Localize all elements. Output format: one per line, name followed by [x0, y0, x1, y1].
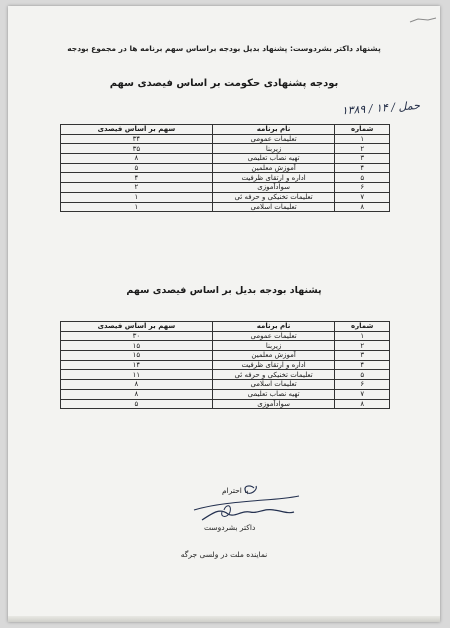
document-subject: پشنهاد داکتر بشردوست: پشنهاد بدیل بودجه براساس سهم برنامه ها در مجموع بودجه	[67, 44, 381, 53]
table-row	[61, 351, 390, 361]
table-header-row	[61, 125, 390, 135]
table-row	[61, 331, 390, 341]
row-program: اداره و ارتقای ظرفیت	[212, 173, 335, 183]
row-share: ۱۵	[61, 351, 213, 361]
row-share: ۵	[61, 163, 213, 173]
row-program: آموزش معلمین	[212, 351, 335, 361]
table-row	[61, 192, 390, 202]
row-number: ۱	[335, 134, 390, 144]
row-share: ۳۵	[61, 144, 213, 154]
column-header-number: شماره	[335, 322, 390, 332]
row-number: ۸	[335, 399, 390, 409]
row-share: ۱۵	[61, 341, 213, 351]
row-share: ۳۴	[61, 134, 213, 144]
table-row	[61, 173, 390, 183]
table-row	[61, 341, 390, 351]
row-share: ۱۴	[61, 360, 213, 370]
signer-title: نماینده ملت در ولسی جرگه	[180, 550, 268, 559]
table-row	[61, 380, 390, 390]
row-number: ۵	[335, 173, 390, 183]
column-header-share: سهم بر اساس فیصدی	[61, 125, 213, 135]
row-share: ۴	[61, 173, 213, 183]
alternative-budget-table	[60, 321, 390, 409]
table-row	[61, 389, 390, 399]
row-program: تهیه نصاب تعلیمی	[212, 389, 335, 399]
row-program: تعلیمات اسلامی	[212, 202, 335, 212]
row-number: ۶	[335, 380, 390, 390]
government-budget-title: بودجه پشنهادی حکومت بر اساس فیصدی سهم	[109, 78, 339, 89]
row-program: سوادآموزی	[212, 183, 335, 193]
row-number: ۳	[335, 154, 390, 164]
regards-text: با احترام	[222, 486, 249, 495]
row-program: زیربنا	[212, 144, 335, 154]
row-share: ۱	[61, 192, 213, 202]
row-program: تعلیمات اسلامی	[212, 380, 335, 390]
alternative-budget-title: پشنهاد بودجه بدیل بر اساس فیصدی سهم	[126, 285, 322, 296]
column-header-number: شماره	[335, 125, 390, 135]
row-program: تعلیمات تخنیکی و حرفه ئی	[212, 192, 335, 202]
row-program: تعلیمات عمومی	[212, 134, 335, 144]
table-row	[61, 154, 390, 164]
table-header-row	[61, 322, 390, 332]
row-number: ۷	[335, 192, 390, 202]
column-header-share: سهم بر اساس فیصدی	[61, 322, 213, 332]
table-row	[61, 202, 390, 212]
row-number: ۴	[335, 163, 390, 173]
signer-name: داکتر بشردوست	[204, 523, 256, 532]
signature-block	[184, 476, 304, 546]
table-row	[61, 144, 390, 154]
handwritten-date: ۱۳۸۹ / ۱۴ / حمل	[341, 98, 421, 118]
table-row	[61, 163, 390, 173]
table-row	[61, 399, 390, 409]
row-program: تعلیمات عمومی	[212, 331, 335, 341]
row-share: ۸	[61, 154, 213, 164]
row-number: ۴	[335, 360, 390, 370]
row-number: ۷	[335, 389, 390, 399]
row-number: ۳	[335, 351, 390, 361]
row-program: سوادآموزی	[212, 399, 335, 409]
row-number: ۶	[335, 183, 390, 193]
row-number: ۱	[335, 331, 390, 341]
column-header-program: نام برنامه	[212, 125, 335, 135]
row-number: ۲	[335, 341, 390, 351]
government-budget-table	[60, 124, 390, 212]
row-program: تهیه نصاب تعلیمی	[212, 154, 335, 164]
row-share: ۸	[61, 389, 213, 399]
row-program: آموزش معلمین	[212, 163, 335, 173]
handwritten-signature	[184, 480, 304, 526]
row-share: ۲	[61, 183, 213, 193]
column-header-program: نام برنامه	[212, 322, 335, 332]
row-share: ۵	[61, 399, 213, 409]
table-row	[61, 370, 390, 380]
row-share: ۸	[61, 380, 213, 390]
row-number: ۲	[335, 144, 390, 154]
row-share: ۱۱	[61, 370, 213, 380]
row-program: زیربنا	[212, 341, 335, 351]
row-share: ۳۰	[61, 331, 213, 341]
table-row	[61, 134, 390, 144]
table-row	[61, 360, 390, 370]
table-row	[61, 183, 390, 193]
row-number: ۵	[335, 370, 390, 380]
row-share: ۱	[61, 202, 213, 212]
row-program: اداره و ارتقای ظرفیت	[212, 360, 335, 370]
document-page	[8, 6, 440, 622]
row-number: ۸	[335, 202, 390, 212]
staple-mark	[408, 16, 438, 26]
row-program: تعلیمات تخنیکی و حرفه ئی	[212, 370, 335, 380]
